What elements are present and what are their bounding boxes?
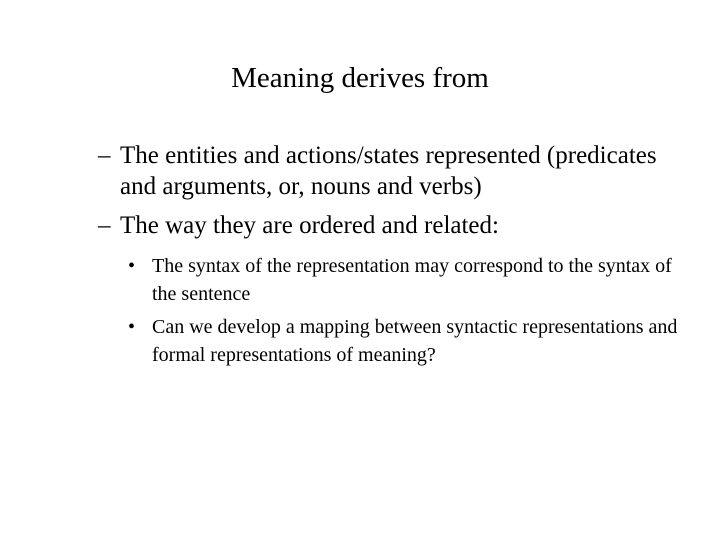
bullet-item	[98, 140, 698, 202]
sub-bullet-item	[128, 252, 688, 308]
dash-marker: –	[98, 212, 111, 239]
sub-bullet-text: Can we develop a mapping between syntactic representations and formal representations of meaning?	[152, 316, 678, 366]
slide-title: Meaning derives from	[231, 62, 489, 94]
sub-bullet-text: The syntax of the representation may correspond to the syntax of the sentence	[152, 255, 672, 305]
dash-marker: –	[98, 142, 111, 169]
bullet-dot-marker: •	[128, 316, 136, 338]
bullet-dot-marker: •	[128, 255, 136, 277]
sub-bullet-item	[128, 313, 688, 369]
bullet-text: The way they are ordered and related:	[120, 212, 499, 239]
bullet-item	[98, 210, 698, 241]
bullet-text: The entities and actions/states represented (predicates and arguments, or, nouns and verbs)	[120, 142, 657, 200]
